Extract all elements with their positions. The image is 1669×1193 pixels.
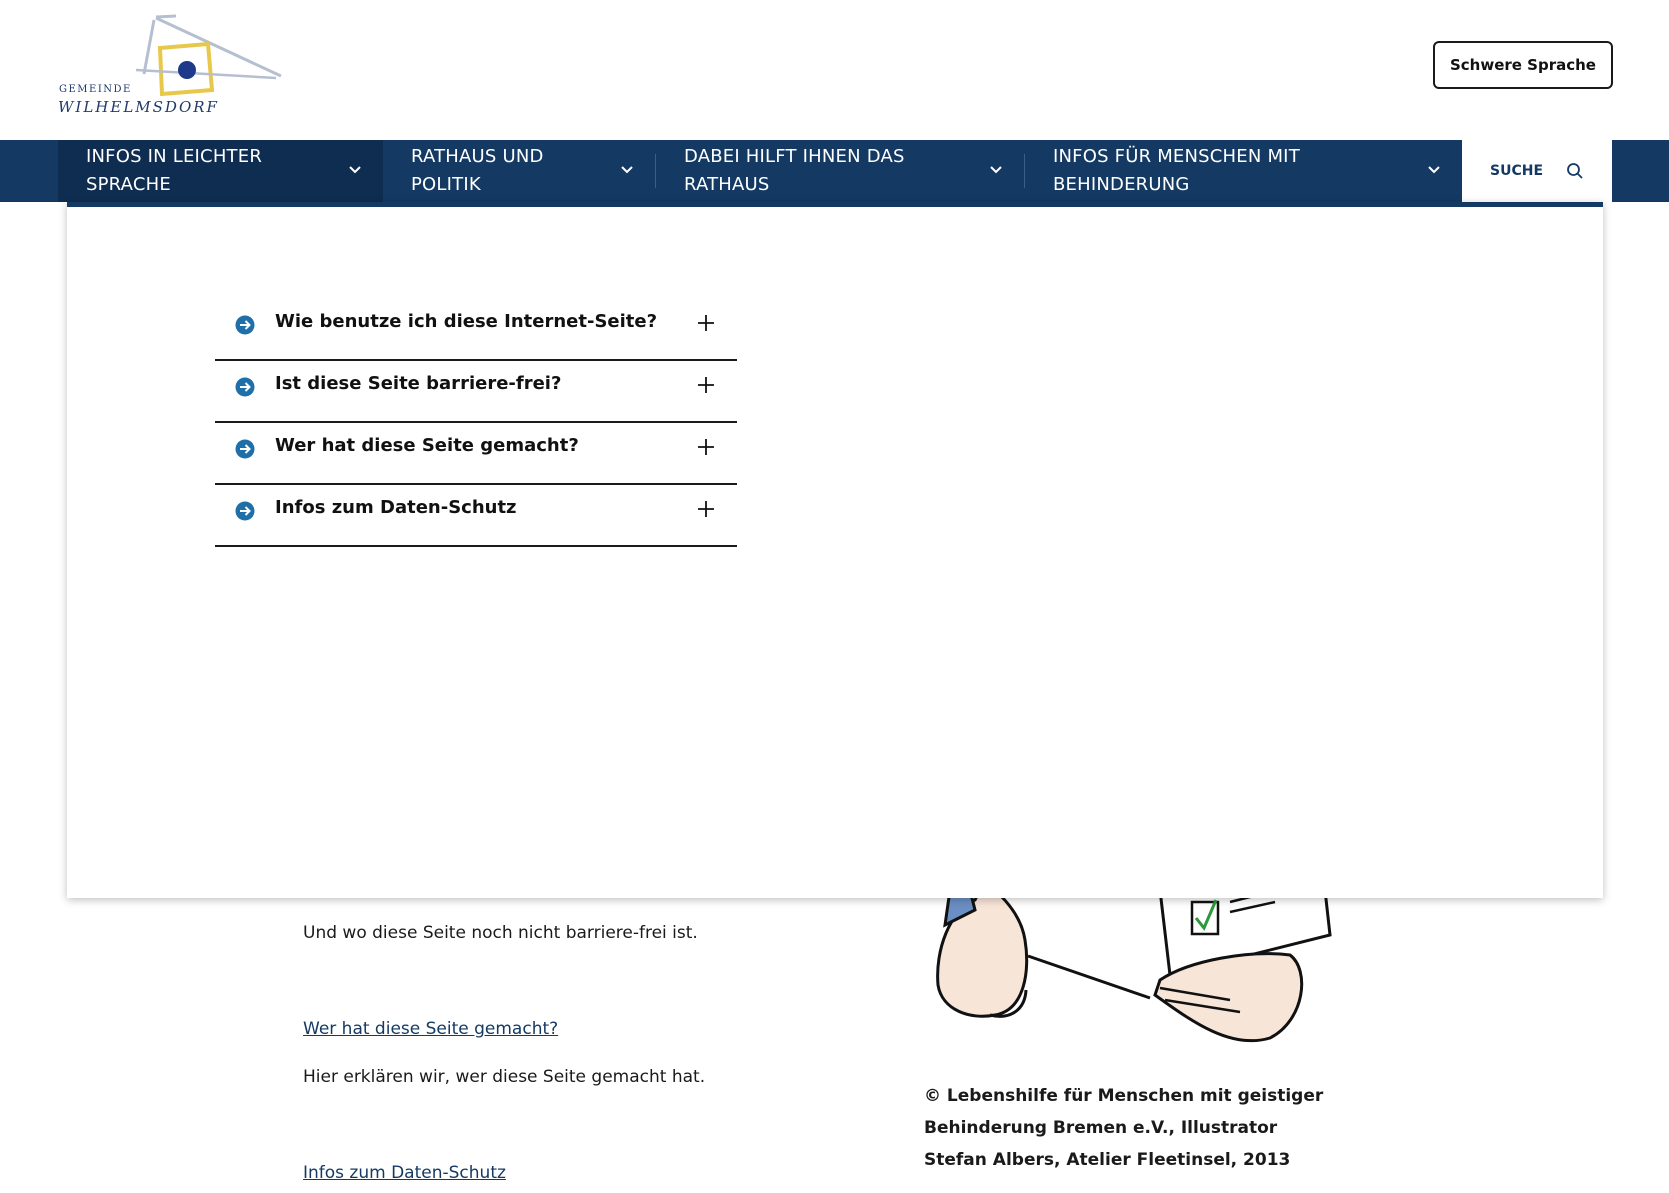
search-button[interactable] — [1462, 140, 1612, 202]
nav-item-label: DABEI HILFT IHNEN DAS RATHAUS — [684, 146, 905, 195]
accordion-item-data-protection[interactable] — [215, 485, 737, 547]
who-made-text: Hier erklären wir, wer diese Seite gemacht hat. — [303, 1067, 706, 1087]
image-credit: © Lebenshilfe für Menschen mit geistiger Behinderung Bremen e.V., Illustrator Stefan Albers, Atelier Fleetinsel, 2013 — [924, 1086, 1324, 1170]
thumbs-up-illustration — [930, 890, 1350, 1060]
accordion-list — [215, 299, 737, 547]
arrow-right-circle-icon — [235, 501, 255, 521]
plus-icon[interactable] — [697, 376, 715, 394]
accordion-label: Infos zum Daten-Schutz — [275, 497, 517, 518]
accordion-item-who-made[interactable] — [215, 423, 737, 485]
arrow-right-circle-icon — [235, 439, 255, 459]
nav-item-leichte-sprache[interactable] — [58, 140, 383, 202]
search-label: SUCHE — [1490, 163, 1544, 179]
nav-item-dabei-hilft[interactable] — [656, 140, 1024, 202]
site-header — [0, 0, 1669, 140]
plus-icon[interactable] — [697, 314, 715, 332]
arrow-right-circle-icon — [235, 315, 255, 335]
schwere-sprache-button[interactable]: Schwere Sprache — [1433, 41, 1613, 89]
nav-item-label: INFOS IN LEICHTER SPRACHE — [86, 146, 263, 195]
accordion-label: Ist diese Seite barriere-frei? — [275, 373, 562, 394]
chevron-down-icon — [1426, 162, 1442, 178]
nav-item-menschen-behinderung[interactable] — [1025, 140, 1462, 202]
nav-item-rathaus-politik[interactable] — [383, 140, 655, 202]
accordion-label: Wer hat diese Seite gemacht? — [275, 435, 579, 456]
logo-text-small: GEMEINDE — [59, 84, 132, 95]
plus-icon[interactable] — [697, 500, 715, 518]
accordion-item-barrier-free[interactable] — [215, 361, 737, 423]
accordion-label: Wie benutze ich diese Internet-Seite? — [275, 311, 658, 332]
barrier-free-text: Und wo diese Seite noch nicht barriere-frei ist. — [303, 923, 698, 943]
chevron-down-icon — [619, 162, 635, 178]
main-navigation — [0, 140, 1669, 202]
plus-icon[interactable] — [697, 438, 715, 456]
search-icon — [1566, 162, 1584, 180]
chevron-down-icon — [988, 162, 1004, 178]
nav-item-label: RATHAUS UND POLITIK — [411, 146, 544, 195]
site-logo[interactable] — [56, 14, 286, 118]
chevron-down-icon — [347, 162, 363, 178]
data-protection-link[interactable]: Infos zum Daten-Schutz — [303, 1163, 506, 1183]
nav-item-label: INFOS FÜR MENSCHEN MIT BEHINDERUNG — [1053, 146, 1300, 195]
nav-dropdown-panel — [67, 202, 1603, 898]
who-made-link[interactable]: Wer hat diese Seite gemacht? — [303, 1019, 559, 1039]
logo-text-big: WILHELMSDORF — [58, 98, 219, 116]
arrow-right-circle-icon — [235, 377, 255, 397]
accordion-item-usage[interactable] — [215, 299, 737, 361]
